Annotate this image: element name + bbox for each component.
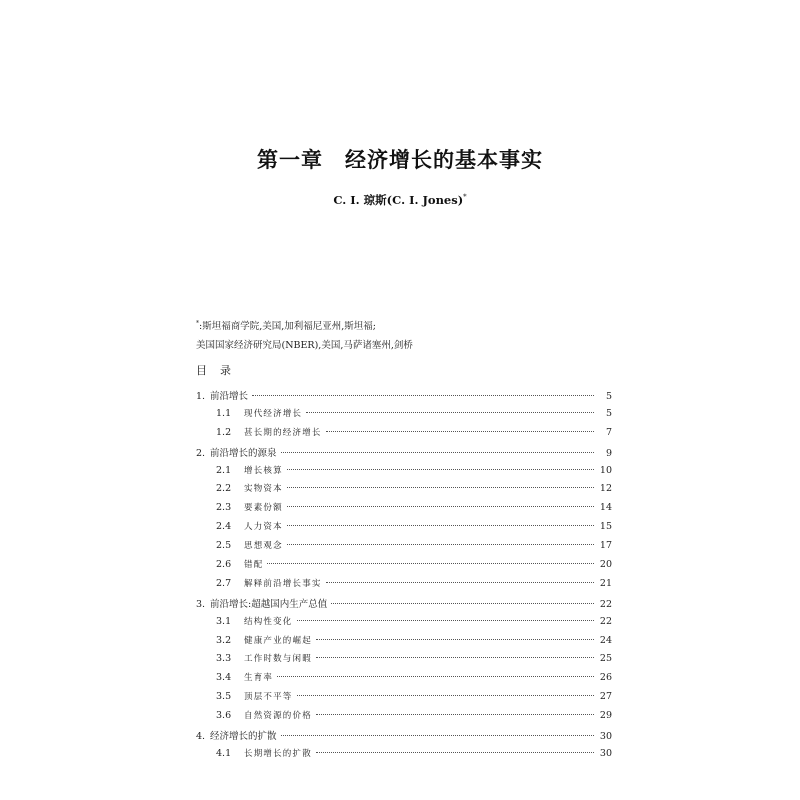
toc-entry-page: 26 — [599, 672, 612, 684]
toc-entry-page: 5 — [605, 407, 612, 419]
toc-heading-b: 录 — [220, 364, 232, 377]
toc-entry[interactable] — [196, 539, 612, 558]
dot-leader — [287, 487, 594, 488]
toc-entry-title: 自然资源的价格 — [244, 711, 312, 722]
toc-entry-page: 17 — [599, 540, 612, 552]
toc-entry-page: 29 — [599, 710, 612, 722]
toc-entry-number: 2.3 — [216, 502, 232, 514]
toc-entry[interactable] — [196, 558, 612, 577]
dot-leader — [287, 525, 594, 526]
toc-entry-title: 长期增长的扩散 — [244, 748, 312, 759]
toc-entry-page: 7 — [605, 426, 612, 438]
affiliation-text-1: :斯坦福商学院,美国,加利福尼亚州,斯坦福; — [199, 321, 376, 332]
dot-leader — [326, 431, 594, 432]
table-of-contents — [196, 388, 612, 766]
toc-entry[interactable] — [196, 445, 612, 464]
toc-entry-page: 30 — [599, 747, 612, 759]
toc-entry-title: 错配 — [244, 560, 264, 571]
chapter-label: 第一章 — [257, 147, 323, 172]
affiliation-line-2 — [196, 337, 413, 351]
toc-entry-number: 2.1 — [216, 464, 232, 476]
chapter-name: 经济增长的基本事实 — [345, 147, 543, 172]
toc-entry-page: 14 — [599, 502, 612, 514]
toc-entry-number: 2.5 — [216, 540, 232, 552]
toc-entry-title: 实物资本 — [244, 484, 283, 495]
dot-leader — [331, 603, 594, 604]
toc-heading — [196, 362, 232, 378]
toc-entry[interactable] — [196, 482, 612, 501]
dot-leader — [297, 695, 594, 696]
toc-entry[interactable] — [196, 728, 612, 747]
toc-entry-page: 22 — [599, 615, 612, 627]
author-footnote-mark: * — [463, 193, 467, 202]
toc-entry[interactable] — [196, 426, 612, 445]
toc-entry-number: 3.1 — [216, 615, 232, 627]
toc-entry[interactable] — [196, 577, 612, 596]
toc-entry-page: 5 — [605, 391, 612, 402]
toc-entry-number: 2. — [196, 447, 206, 459]
toc-entry-title: 前沿增长的源泉 — [210, 447, 277, 459]
toc-entry-title: 增长核算 — [244, 465, 283, 476]
toc-entry[interactable] — [196, 709, 612, 728]
dot-leader — [252, 395, 594, 396]
toc-entry-number: 2.4 — [216, 521, 232, 533]
toc-entry-page: 25 — [599, 653, 612, 665]
toc-entry-number: 1.2 — [216, 426, 232, 438]
dot-leader — [281, 452, 594, 453]
toc-entry-number: 2.2 — [216, 483, 232, 495]
toc-entry-page: 12 — [599, 483, 612, 495]
toc-entry[interactable] — [196, 652, 612, 671]
toc-entry-number: 4. — [196, 731, 206, 743]
toc-entry[interactable] — [196, 634, 612, 653]
toc-entry-number: 3.5 — [216, 691, 232, 703]
dot-leader — [316, 639, 594, 640]
toc-entry-title: 健康产业的崛起 — [244, 635, 312, 646]
toc-entry[interactable] — [196, 464, 612, 483]
toc-entry-number: 1.1 — [216, 407, 232, 419]
toc-heading-a: 目 — [196, 364, 208, 377]
toc-entry[interactable] — [196, 407, 612, 426]
toc-entry-page: 30 — [599, 731, 612, 743]
toc-entry[interactable] — [196, 615, 612, 634]
toc-entry[interactable] — [196, 690, 612, 709]
toc-entry-title: 要素份额 — [244, 503, 283, 514]
dot-leader — [287, 506, 594, 507]
toc-entry[interactable] — [196, 671, 612, 690]
dot-leader — [306, 412, 594, 413]
affiliation-mark: * — [196, 319, 199, 327]
dot-leader — [326, 582, 594, 583]
toc-entry-number: 3.4 — [216, 672, 232, 684]
dot-leader — [297, 620, 594, 621]
toc-entry[interactable] — [196, 520, 612, 539]
author-name: C. I. 琼斯(C. I. Jones) — [333, 193, 464, 207]
toc-entry-page: 22 — [599, 598, 612, 610]
affiliation-line-1 — [196, 318, 376, 332]
affiliation-text-2: 美国国家经济研究局(NBER),美国,马萨诸塞州,剑桥 — [196, 340, 413, 351]
toc-entry-title: 前沿增长:超越国内生产总值 — [210, 598, 328, 610]
toc-entry-title: 现代经济增长 — [244, 408, 303, 419]
toc-entry-title: 经济增长的扩散 — [210, 731, 277, 743]
dot-leader — [267, 563, 594, 564]
toc-entry-number: 1. — [196, 391, 206, 402]
toc-entry-page: 20 — [599, 559, 612, 571]
toc-entry-number: 4.1 — [216, 747, 232, 759]
dot-leader — [316, 752, 594, 753]
toc-entry-page: 27 — [599, 691, 612, 703]
toc-entry-title: 前沿增长 — [210, 391, 249, 402]
toc-entry[interactable] — [196, 501, 612, 520]
dot-leader — [316, 657, 594, 658]
toc-entry-title: 工作时数与闲暇 — [244, 654, 312, 665]
toc-entry-page: 9 — [605, 447, 612, 459]
toc-entry-title: 顶层不平等 — [244, 692, 293, 703]
toc-entry-page: 21 — [599, 577, 612, 589]
toc-entry-title: 人力资本 — [244, 522, 283, 533]
author-line — [0, 192, 800, 208]
toc-entry-number: 2.6 — [216, 559, 232, 571]
chapter-title — [0, 144, 800, 174]
toc-entry-number: 3.2 — [216, 634, 232, 646]
toc-entry-number: 3.6 — [216, 710, 232, 722]
toc-entry[interactable] — [196, 747, 612, 766]
dot-leader — [287, 469, 594, 470]
dot-leader — [277, 676, 594, 677]
toc-entry-title: 解释前沿增长事实 — [244, 578, 322, 589]
toc-entry-page: 15 — [599, 521, 612, 533]
toc-entry-number: 2.7 — [216, 577, 232, 589]
toc-entry-title: 甚长期的经济增长 — [244, 427, 322, 438]
dot-leader — [287, 544, 594, 545]
toc-entry-number: 3. — [196, 598, 206, 610]
dot-leader — [316, 714, 594, 715]
toc-entry[interactable] — [196, 388, 612, 407]
toc-entry-page: 10 — [599, 464, 612, 476]
toc-entry[interactable] — [196, 596, 612, 615]
toc-entry-title: 思想观念 — [244, 541, 283, 552]
toc-entry-title: 生育率 — [244, 673, 274, 684]
toc-entry-title: 结构性变化 — [244, 616, 293, 627]
toc-entry-page: 24 — [599, 634, 612, 646]
dot-leader — [281, 735, 594, 736]
toc-entry-number: 3.3 — [216, 653, 232, 665]
